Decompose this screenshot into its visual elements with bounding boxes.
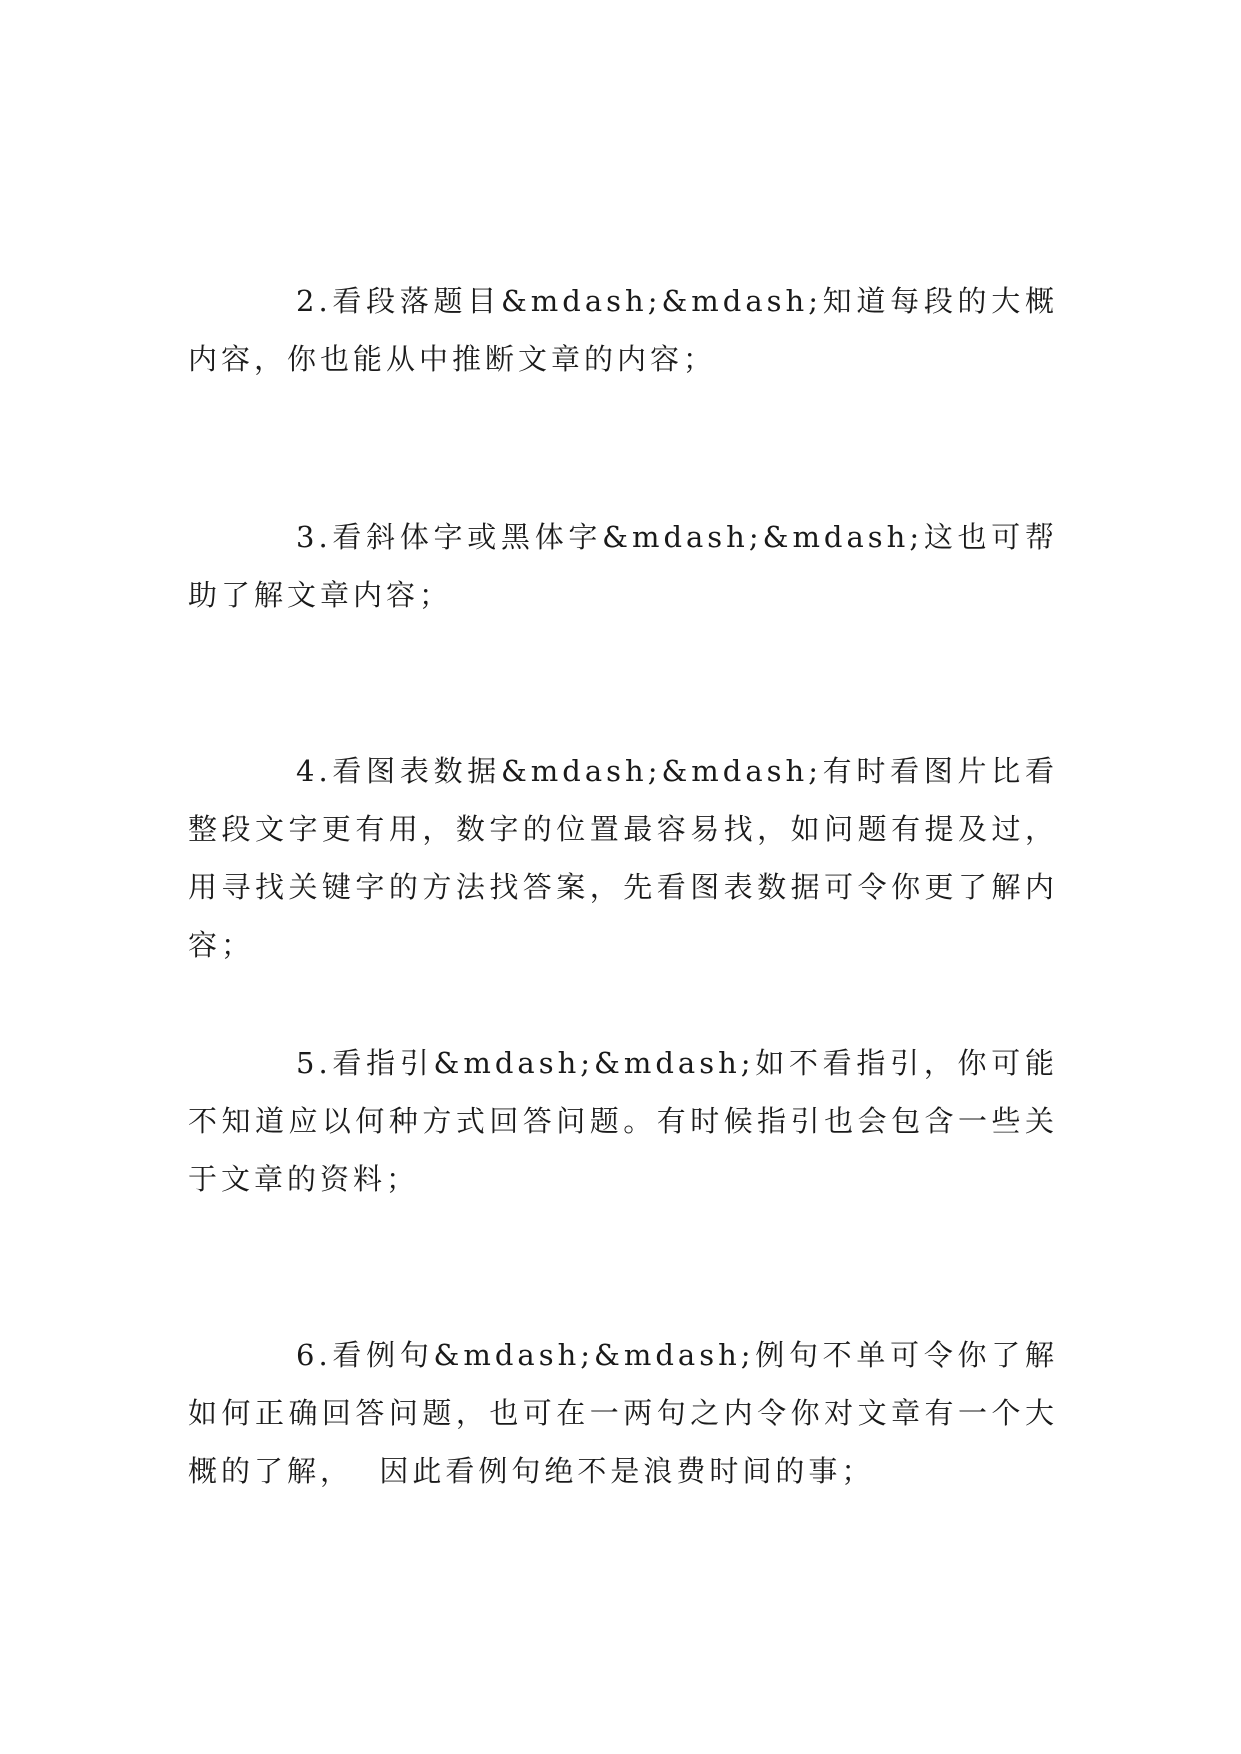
paragraph-item-2: 2.看段落题目&mdash;&mdash;知道每段的大概内容，你也能从中推断文章的内容； — [188, 284, 1058, 376]
paragraph-item-5: 5.看指引&mdash;&mdash;如不看指引，你可能不知道应以何种方式回答问题。有时候指引也会包含一些关于文章的资料； — [188, 1046, 1058, 1196]
paragraph-item-4: 4.看图表数据&mdash;&mdash;有时看图片比看整段文字更有用，数字的位置最容易找，如问题有提及过，用寻找关键字的方法找答案，先看图表数据可令你更了解内容； — [188, 754, 1058, 962]
paragraph-item-6: 6.看例句&mdash;&mdash;例句不单可令你了解如何正确回答问题，也可在一两句之内令你对文章有一个大概的了解， 因此看例句绝不是浪费时间的事； — [188, 1338, 1058, 1488]
paragraph-item-3: 3.看斜体字或黑体字&mdash;&mdash;这也可帮助了解文章内容； — [188, 520, 1058, 612]
